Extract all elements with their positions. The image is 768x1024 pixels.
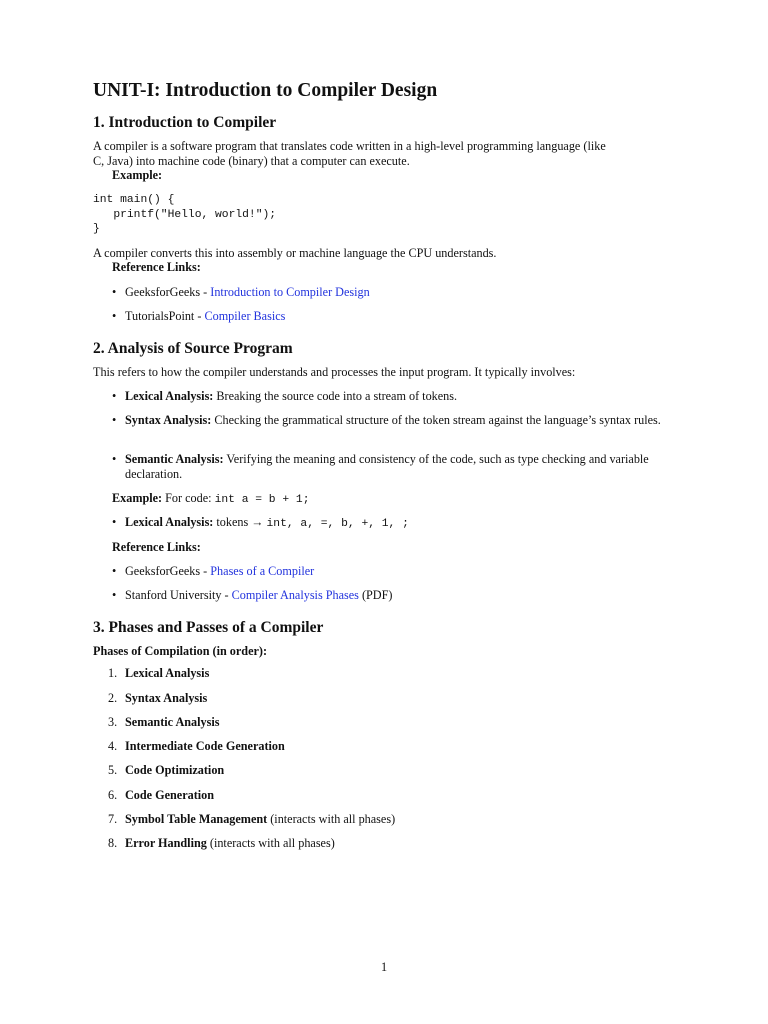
- list-item: [108, 788, 668, 803]
- example-line: [112, 491, 702, 508]
- compiler-converts-text: A compiler converts this into assembly or machine language the CPU understands.: [93, 246, 497, 260]
- document-title: UNIT-I: Introduction to Compiler Design: [93, 80, 438, 101]
- phase-name: Code Optimization: [125, 763, 225, 777]
- bullet-glyph: •: [112, 285, 117, 299]
- phase-name: Error Handling: [125, 836, 207, 850]
- tokens-code: int, a, =, b, +, 1, ;: [266, 518, 409, 530]
- list-item: [108, 691, 668, 706]
- list-item: [108, 715, 668, 730]
- list-item: [112, 285, 683, 300]
- term-description: Checking the grammatical structure of the token stream against the language’s syntax rules.: [211, 413, 661, 427]
- phase-note: (interacts with all phases): [206, 836, 335, 850]
- phases-subheading: Phases of Compilation (in order):: [93, 644, 267, 658]
- list-item: [108, 666, 668, 681]
- link-source: Stanford University -: [125, 588, 232, 602]
- link-suffix: (PDF): [358, 588, 393, 602]
- term-lexical-analysis: Lexical Analysis:: [125, 515, 214, 529]
- tokens-text: tokens →: [213, 515, 267, 529]
- bullet-glyph: •: [112, 515, 117, 529]
- list-item: [108, 739, 668, 754]
- list-number: 3.: [108, 715, 118, 729]
- term-lexical-analysis: Lexical Analysis:: [125, 389, 214, 403]
- analysis-intro: This refers to how the compiler understands and processes the input program. It typically involves:: [93, 365, 576, 379]
- list-number: 5.: [108, 763, 118, 777]
- link-source: TutorialsPoint -: [125, 309, 205, 323]
- phase-name: Intermediate Code Generation: [125, 739, 285, 753]
- list-item: [112, 389, 683, 404]
- list-item: [108, 836, 668, 851]
- term-syntax-analysis: Syntax Analysis:: [125, 413, 212, 427]
- list-number: 6.: [108, 788, 118, 802]
- section-heading-phases: 3. Phases and Passes of a Compiler: [93, 619, 324, 636]
- page-number: 1: [380, 960, 388, 974]
- section-heading-analysis: 2. Analysis of Source Program: [93, 340, 293, 357]
- bullet-glyph: •: [112, 564, 117, 578]
- phase-name: Syntax Analysis: [125, 691, 208, 705]
- list-item: [108, 812, 668, 827]
- link-phases-of-a-compiler[interactable]: Phases of a Compiler: [210, 564, 315, 578]
- example-label: Example:: [112, 491, 163, 505]
- code-block: int main() { printf("Hello, world!"); }: [93, 194, 277, 235]
- reference-links-label: Reference Links:: [112, 260, 201, 274]
- bullet-glyph: •: [112, 413, 117, 427]
- phase-name: Code Generation: [125, 788, 215, 802]
- bullet-glyph: •: [112, 389, 117, 403]
- example-label: Example:: [112, 168, 163, 182]
- list-item: [112, 413, 683, 428]
- bullet-glyph: •: [112, 588, 117, 602]
- term-description: Verifying the meaning and consistency of the code, such as type checking and variable declaration.: [125, 452, 649, 481]
- phase-name: Lexical Analysis: [125, 666, 210, 680]
- list-item: [112, 309, 683, 324]
- list-item: [112, 564, 683, 579]
- link-compiler-analysis-phases[interactable]: Compiler Analysis Phases: [231, 588, 359, 602]
- link-source: GeeksforGeeks -: [125, 285, 211, 299]
- list-item: [108, 763, 668, 778]
- term-semantic-analysis: Semantic Analysis:: [125, 452, 224, 466]
- list-number: 8.: [108, 836, 118, 850]
- term-description: Breaking the source code into a stream of tokens.: [213, 389, 458, 403]
- bullet-glyph: •: [112, 452, 117, 466]
- link-source: GeeksforGeeks -: [125, 564, 211, 578]
- example-code: int a = b + 1;: [214, 494, 310, 506]
- intro-paragraph-line1: A compiler is a software program that translates code written in a high-level programming language (like: [93, 139, 606, 153]
- list-item: [112, 515, 683, 532]
- reference-links-label: Reference Links:: [112, 540, 201, 554]
- list-number: 7.: [108, 812, 118, 826]
- phase-name: Semantic Analysis: [125, 715, 220, 729]
- intro-paragraph-line2: C, Java) into machine code (binary) that a computer can execute.: [93, 154, 410, 168]
- list-number: 4.: [108, 739, 118, 753]
- list-item: [112, 452, 683, 482]
- list-item: [112, 588, 683, 603]
- bullet-glyph: •: [112, 309, 117, 323]
- section-heading-introduction: 1. Introduction to Compiler: [93, 114, 277, 131]
- link-introduction-to-compiler-design[interactable]: Introduction to Compiler Design: [210, 285, 370, 299]
- phase-name: Symbol Table Management: [125, 812, 268, 826]
- list-number: 1.: [108, 666, 118, 680]
- example-text: For code:: [162, 491, 215, 505]
- list-number: 2.: [108, 691, 118, 705]
- link-compiler-basics[interactable]: Compiler Basics: [204, 309, 286, 323]
- phase-note: (interacts with all phases): [267, 812, 396, 826]
